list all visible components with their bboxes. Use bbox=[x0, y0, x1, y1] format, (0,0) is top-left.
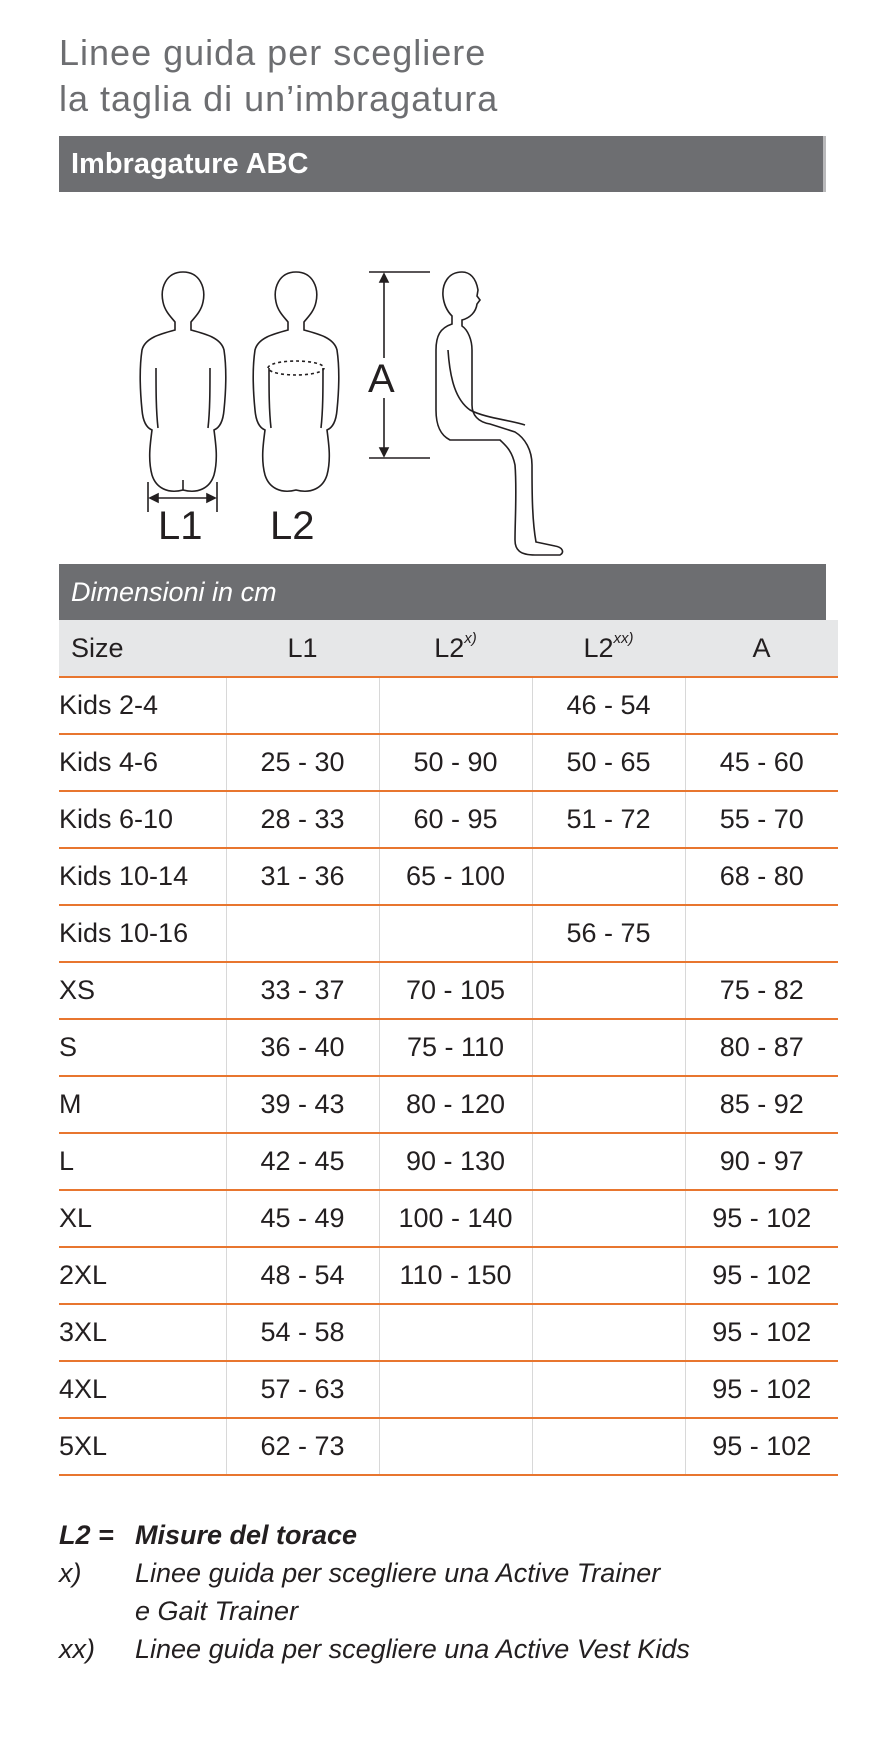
measurement-cell: 50 - 65 bbox=[532, 734, 685, 791]
measurement-cell: 51 - 72 bbox=[532, 791, 685, 848]
table-row bbox=[59, 1190, 838, 1247]
size-table bbox=[59, 564, 826, 1476]
note-x-text-line2: e Gait Trainer bbox=[135, 1596, 299, 1626]
measurement-cell bbox=[532, 1019, 685, 1076]
size-cell: Kids 10-16 bbox=[59, 905, 226, 962]
measurement-cell bbox=[226, 905, 379, 962]
table-row bbox=[59, 848, 838, 905]
measurement-cell: 33 - 37 bbox=[226, 962, 379, 1019]
measurement-cell bbox=[379, 677, 532, 734]
size-cell: 4XL bbox=[59, 1361, 226, 1418]
column-header-0 bbox=[59, 620, 226, 677]
column-header-label: L1 bbox=[287, 632, 318, 663]
measurement-cell bbox=[532, 1190, 685, 1247]
measurement-cell: 95 - 102 bbox=[685, 1361, 838, 1418]
table-row bbox=[59, 677, 838, 734]
table-body bbox=[59, 677, 838, 1475]
measurement-cell: 75 - 110 bbox=[379, 1019, 532, 1076]
measurement-cell: 56 - 75 bbox=[532, 905, 685, 962]
label-a: A bbox=[368, 357, 395, 401]
column-header-1 bbox=[226, 620, 379, 677]
table-row bbox=[59, 1019, 838, 1076]
measurement-cell: 46 - 54 bbox=[532, 677, 685, 734]
measurement-cell: 48 - 54 bbox=[226, 1247, 379, 1304]
measurement-figures bbox=[0, 250, 886, 570]
note-xx-text: Linee guida per scegliere una Active Vest Kids bbox=[135, 1634, 690, 1664]
table-row bbox=[59, 905, 838, 962]
measurement-cell bbox=[379, 1418, 532, 1475]
table-row bbox=[59, 1304, 838, 1361]
table-row bbox=[59, 1133, 838, 1190]
measurement-cell bbox=[379, 905, 532, 962]
measurement-cell bbox=[532, 1247, 685, 1304]
table-row bbox=[59, 1361, 838, 1418]
size-cell: L bbox=[59, 1133, 226, 1190]
size-cell: Kids 4-6 bbox=[59, 734, 226, 791]
column-header-label: L2 bbox=[583, 632, 614, 663]
measurement-cell: 100 - 140 bbox=[379, 1190, 532, 1247]
measurement-cell: 31 - 36 bbox=[226, 848, 379, 905]
column-header-2 bbox=[379, 620, 532, 677]
size-cell: 5XL bbox=[59, 1418, 226, 1475]
note-x-text bbox=[135, 1554, 660, 1630]
measurement-cell: 57 - 63 bbox=[226, 1361, 379, 1418]
size-cell: 2XL bbox=[59, 1247, 226, 1304]
measurement-cell: 70 - 105 bbox=[379, 962, 532, 1019]
measurement-cell: 85 - 92 bbox=[685, 1076, 838, 1133]
measurement-cell: 50 - 90 bbox=[379, 734, 532, 791]
measurement-cell: 80 - 87 bbox=[685, 1019, 838, 1076]
size-cell: S bbox=[59, 1019, 226, 1076]
table-row bbox=[59, 1418, 838, 1475]
column-header-label: L2 bbox=[434, 632, 465, 663]
section-header-bar: Imbragature ABC bbox=[59, 136, 826, 192]
measurement-cell: 95 - 102 bbox=[685, 1190, 838, 1247]
column-header-label: Size bbox=[71, 632, 124, 663]
table-row bbox=[59, 1076, 838, 1133]
back-view-figure-icon bbox=[140, 272, 226, 491]
measurement-cell bbox=[532, 1133, 685, 1190]
note-xx bbox=[59, 1630, 690, 1668]
measurement-cell: 42 - 45 bbox=[226, 1133, 379, 1190]
measurement-cell bbox=[532, 1076, 685, 1133]
note-l2-text: Misure del torace bbox=[135, 1520, 358, 1550]
column-header-superscript: xx) bbox=[613, 629, 634, 647]
measurement-cell: 90 - 97 bbox=[685, 1133, 838, 1190]
size-cell: XL bbox=[59, 1190, 226, 1247]
size-cell: 3XL bbox=[59, 1304, 226, 1361]
table-header-row bbox=[59, 620, 838, 677]
body-diagram bbox=[0, 250, 886, 570]
label-l1: L1 bbox=[158, 504, 203, 548]
measurement-cell: 95 - 102 bbox=[685, 1247, 838, 1304]
size-cell: Kids 2-4 bbox=[59, 677, 226, 734]
column-header-4 bbox=[685, 620, 838, 677]
label-l2: L2 bbox=[270, 504, 315, 548]
column-header-label: A bbox=[752, 632, 771, 663]
size-grid bbox=[59, 620, 838, 1476]
measurement-cell bbox=[532, 848, 685, 905]
table-row bbox=[59, 962, 838, 1019]
measurement-cell: 95 - 102 bbox=[685, 1304, 838, 1361]
measurement-cell: 110 - 150 bbox=[379, 1247, 532, 1304]
size-cell: Kids 6-10 bbox=[59, 791, 226, 848]
measurement-cell: 75 - 82 bbox=[685, 962, 838, 1019]
table-row bbox=[59, 1247, 838, 1304]
column-header-3 bbox=[532, 620, 685, 677]
note-l2-key: L2 = bbox=[59, 1520, 114, 1550]
page-title bbox=[59, 30, 498, 122]
measurement-cell: 36 - 40 bbox=[226, 1019, 379, 1076]
seated-side-figure-icon bbox=[436, 272, 562, 555]
measurement-cell bbox=[685, 905, 838, 962]
measurement-cell: 25 - 30 bbox=[226, 734, 379, 791]
measurement-cell bbox=[685, 677, 838, 734]
measurement-cell: 80 - 120 bbox=[379, 1076, 532, 1133]
measurement-cell: 95 - 102 bbox=[685, 1418, 838, 1475]
measurement-cell: 45 - 60 bbox=[685, 734, 838, 791]
chest-view-figure-icon bbox=[253, 272, 339, 491]
measurement-cell: 62 - 73 bbox=[226, 1418, 379, 1475]
measurement-cell: 68 - 80 bbox=[685, 848, 838, 905]
measurement-cell: 54 - 58 bbox=[226, 1304, 379, 1361]
title-line-1: Linee guida per scegliere bbox=[59, 32, 487, 73]
note-x bbox=[59, 1554, 690, 1630]
measurement-cell: 28 - 33 bbox=[226, 791, 379, 848]
table-row bbox=[59, 791, 838, 848]
measurement-cell: 45 - 49 bbox=[226, 1190, 379, 1247]
column-header-superscript: x) bbox=[464, 629, 477, 647]
note-x-key: x) bbox=[59, 1558, 82, 1588]
size-cell: XS bbox=[59, 962, 226, 1019]
measurement-cell bbox=[532, 962, 685, 1019]
measurement-cell bbox=[532, 1361, 685, 1418]
measurement-cell: 65 - 100 bbox=[379, 848, 532, 905]
measurement-cell: 90 - 130 bbox=[379, 1133, 532, 1190]
note-l2 bbox=[59, 1516, 690, 1554]
measurement-cell bbox=[532, 1418, 685, 1475]
title-line-2: la taglia di un’imbragatura bbox=[59, 78, 499, 119]
measurement-cell bbox=[379, 1361, 532, 1418]
size-cell: M bbox=[59, 1076, 226, 1133]
measurement-cell: 39 - 43 bbox=[226, 1076, 379, 1133]
measurement-cell: 60 - 95 bbox=[379, 791, 532, 848]
table-row bbox=[59, 734, 838, 791]
measurement-cell bbox=[379, 1304, 532, 1361]
table-caption: Dimensioni in cm bbox=[59, 564, 826, 620]
measurement-cell bbox=[532, 1304, 685, 1361]
footnotes bbox=[59, 1516, 690, 1668]
size-cell: Kids 10-14 bbox=[59, 848, 226, 905]
note-xx-key: xx) bbox=[59, 1634, 95, 1664]
note-x-text-line1: Linee guida per scegliere una Active Trainer bbox=[135, 1558, 661, 1588]
measurement-cell bbox=[226, 677, 379, 734]
measurement-cell: 55 - 70 bbox=[685, 791, 838, 848]
